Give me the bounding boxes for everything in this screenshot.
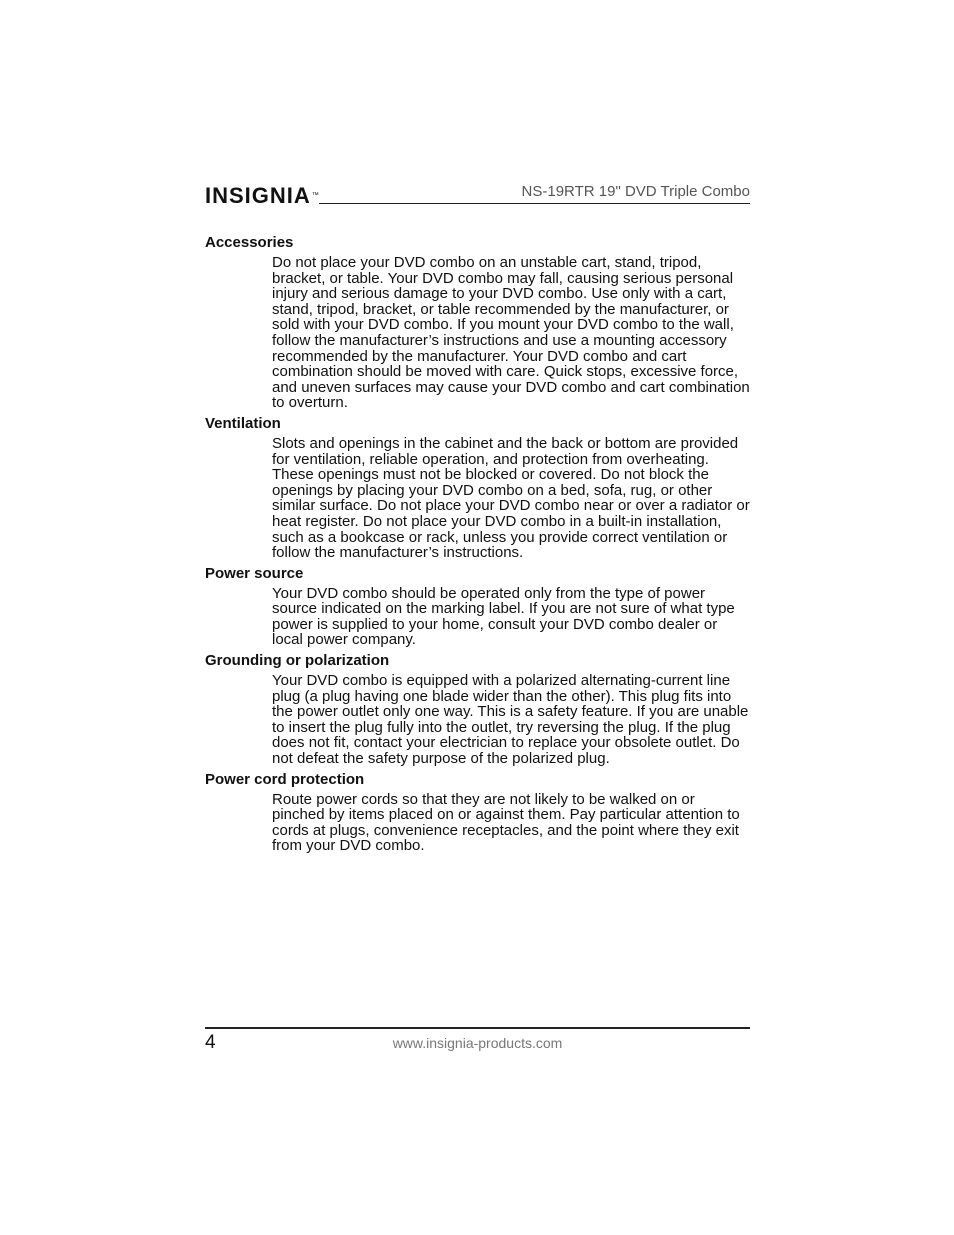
logo-text: INSIGNIA — [205, 183, 311, 208]
section-heading: Power cord protection — [205, 770, 365, 788]
page-header — [205, 180, 750, 212]
footer-divider — [205, 1027, 750, 1029]
header-divider — [319, 203, 750, 204]
section-heading: Accessories — [205, 234, 294, 251]
section-heading: Ventilation — [205, 414, 281, 432]
section-heading: Power source — [205, 564, 304, 582]
section-body: Route power cords so that they are not likely to be walked on or pinched by items placed on or against them. Pay particular attention to cords at plugs, convenience receptacles, and the point where they exit from your DVD combo. — [272, 790, 740, 855]
section-power-source — [205, 565, 750, 648]
section-heading: Grounding or polarization — [205, 652, 390, 670]
trademark-mark: ™ — [311, 192, 320, 199]
section-grounding — [205, 652, 750, 767]
section-ventilation — [205, 415, 750, 561]
section-power-cord-protection — [205, 771, 750, 854]
page-number: 4 — [205, 1032, 216, 1053]
section-body: Your DVD combo is equipped with a polarized alternating-current line plug (a plug having one blade wider than the other). This plug fits into the power outlet only one way. This is a safety feature. If you are unable to insert the plug fully into the outlet, try reversing the plug. If the plug does not fit, contact your electrician to replace your obsolete outlet. Do not defeat the safety purpose of the polarized plug. — [272, 672, 749, 768]
document-title: NS-19RTR 19" DVD Triple Combo — [521, 183, 750, 200]
section-body: Do not place your DVD combo on an unstable cart, stand, tripod, bracket, or table. Your DVD combo may fall, causing serious personal injury and serious damage to your DVD combo. Use only with a cart, stand, tripod, bracket, or table recommended by the manufacturer, or sold with your DVD combo. If you mount your DVD combo to the wall, follow the manufacturer’s instructions and use a mounting accessory recommended by the manufacturer. Your DVD combo and cart combination should be moved with care. Quick stops, excessive force, and uneven surfaces may cause your DVD combo and cart combination to overturn. — [272, 254, 750, 412]
page-content — [205, 234, 750, 858]
footer-url: www.insignia-products.com — [392, 1035, 563, 1051]
section-body: Your DVD combo should be operated only from the type of power source indicated on the marking label. If you are not sure of what type power is supplied to your home, consult your DVD combo dealer or local power company. — [272, 584, 735, 649]
section-body: Slots and openings in the cabinet and the back or bottom are provided for ventilation, reliable operation, and protection from overheating. These openings must not be blocked or covered. Do not block the openings by placing your DVD combo on a bed, sofa, rug, or other similar surface. Do not place your DVD combo near or over a radiator or heat register. Do not place your DVD combo in a built-in installation, such as a bookcase or rack, unless you provide correct ventilation or follow the manufacturer’s instructions. — [272, 434, 750, 562]
insignia-logo — [205, 183, 320, 209]
section-accessories — [205, 234, 750, 411]
